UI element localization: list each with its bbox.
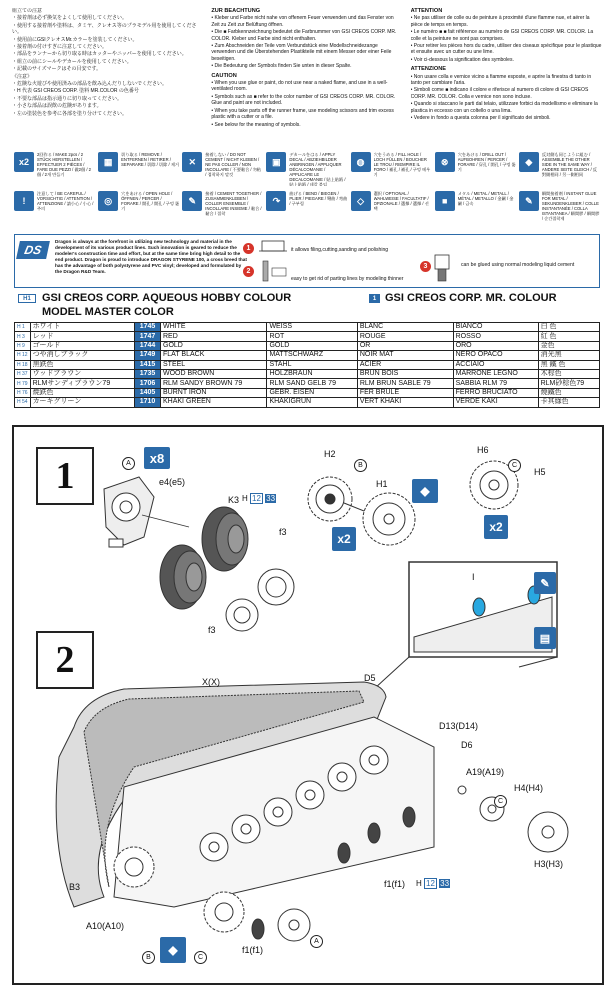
color-it: VERDE KAKI — [453, 398, 538, 407]
symbol-metal — [435, 191, 516, 230]
color-jp: つや消しブラック — [30, 351, 134, 360]
note-line: ・接着剤の付けすぎに注意してください。 — [12, 44, 108, 51]
note-line: • Le numéro ■ ■ fait référence au numéro de GSI CREOS CORP. MR. COLOR. La colle et la peinture ne sont pas comprises. — [410, 29, 594, 42]
part-f1-b: f1(f1) — [242, 945, 264, 955]
color-en: RLM SANDY BROWN 79 — [161, 379, 267, 388]
color-it: BIANCO — [453, 323, 538, 332]
note-line: • See below for the meaning of symbols. — [211, 121, 301, 128]
symbol-label: 切り取る / REMOVE / ENTFERNEN / RETIRER / SEPARARE / 切除 / 切除 / 제거 — [121, 152, 179, 167]
part-h1: H1 — [376, 479, 388, 489]
symbol-label: 選択 / OPTIONAL / WAHLWEISE / FACULTATIF / OPZIONALE / 選擇 / 選擇 / 선택 — [373, 191, 429, 211]
color-jp: 焼鉄色 — [30, 388, 134, 397]
part-h6: H6 — [477, 445, 489, 455]
note-line: • Quando si staccano le parti dal telaio, utilizzare forbici da modellismo e eliminare la plastica in eccesso con un coltello o una lima. — [410, 101, 598, 114]
color-fr: BRUN BOIS — [357, 369, 453, 378]
part-e4: e4(e5) — [159, 477, 186, 487]
cement-icon: ✎ — [534, 572, 556, 594]
color-it: ORO — [453, 341, 538, 350]
symbol-label: 接着 / CEMENT TOGETHER / ZUSAMMENKLEBEN / COLLER ENSEMBLE / INCOLLARE INSIEME / 黏合 / 黏合 / 접착 — [205, 191, 262, 216]
color-de: STAHL — [267, 360, 357, 369]
runner-c-label: C — [508, 459, 521, 472]
color-h: H 12 — [15, 351, 31, 360]
note-line: ・H 代表 GSI CREOS CORP. 塗料 MR.COLOR の色番号 — [12, 88, 139, 95]
german-title: ZUR BEACHTUNG — [211, 8, 261, 14]
symbol-reverse — [519, 152, 600, 191]
color-fr: VERT KHAKI — [357, 398, 453, 407]
note-line: ・接着剤は必ず換気をよくして使用してください。 — [12, 15, 128, 22]
step-1-number: 1 — [36, 447, 94, 505]
color-it: MARRONE LEGNO — [453, 369, 538, 378]
italian-title: ATTENZIONE — [410, 66, 446, 73]
color-cn: 紅 色 — [538, 332, 599, 341]
color-cn: 黑 鐵 色 — [538, 360, 599, 369]
part-b3: B3 — [69, 882, 81, 892]
ds-note-2-number: 2 — [243, 266, 254, 277]
color-cn: 燒鐵色 — [538, 388, 599, 397]
ds-note-1: it allows filing,cutting,sanding and polishing — [291, 247, 389, 253]
part-h5: H5 — [534, 467, 546, 477]
runner-a-label-2: A — [310, 935, 323, 948]
symbol-label: デカールをはる / APPLY DECAL / ABZIEHBILDER ANBRINGEN / APPLIQUER DÉCALCOMANIE / APPLICARE LE DECALCOMANIE / 貼上貼紙 / 貼上貼紙 / 데칼 붙임 — [289, 152, 346, 186]
runner-a-label: A — [122, 457, 135, 470]
part-d13: D13(D14) — [439, 721, 479, 731]
color-code: 1744 — [135, 341, 161, 350]
model-master-title: MODEL MASTER COLOR — [42, 306, 174, 318]
mr-color-badge: 1 — [369, 294, 380, 303]
part-d6: D6 — [461, 740, 473, 750]
part-x: X(X) — [202, 677, 220, 687]
note-line: • When you use glue or paint, do not use near a naked flame, and use in a well-ventilated room. — [211, 80, 388, 93]
color-fr: ROUGE — [357, 332, 453, 341]
assembly-steps — [12, 425, 604, 985]
symbol-drill — [435, 152, 516, 191]
color-it: NERO OPACO — [453, 351, 538, 360]
color-h: H 1 — [15, 323, 31, 332]
color-code: 1747 — [135, 332, 161, 341]
english-title: CAUTION — [211, 72, 237, 79]
japanese-notes — [12, 8, 203, 154]
color-cn: 卡其綠色 — [538, 398, 599, 407]
part-f1-a: f1(f1) — [384, 879, 406, 889]
color-row — [15, 341, 600, 350]
decal-icon: ▣ — [266, 152, 286, 172]
symbol-careful — [14, 191, 95, 230]
symbol-cement-together — [182, 191, 263, 230]
color-row — [15, 360, 600, 369]
color-code: 1749 — [135, 351, 161, 360]
symbol-remove — [98, 152, 179, 191]
metal-icon: ■ — [435, 191, 455, 211]
note-line: ・小さな部品は誤飲の危険があります。 — [12, 103, 102, 110]
note-line: • Ne pas utiliser de colle ou de peinture à proximité d'une flamme nue, et aérer la pièce de temps en temps. — [410, 15, 590, 28]
symbol-optional — [351, 191, 432, 230]
symbol-label: 2回作る / MAKE 2pcs / 2 STÜCK HERSTELLEN / EFFECTUER 2 PIÈCES / FARE DUE PEZZI / 做2個 / 2個 / 2개 만들기 — [37, 152, 91, 177]
color-en: FLAT BLACK — [161, 351, 267, 360]
note-line: ・左の塗装色を参考に各部を塗り分けてください。 — [12, 110, 128, 117]
note-line: ・使用する接着剤や塗料は、タミヤ、クレオス等のプラモデル用を使用してください。 — [12, 22, 197, 36]
symbol-label: 接着しない / DO NOT CEMENT / NICHT KLEBEN / NE PAS COLLER / NON INCOLLARE / 不要黏合 / 勿粘 / 접착하지 말것 — [205, 152, 262, 177]
part-a10: A10(A10) — [86, 921, 125, 931]
symbol-open-hole — [98, 191, 179, 230]
runner-b-label-2: B — [142, 951, 155, 964]
optional-icon: ◇ — [351, 191, 371, 211]
symbol-label: 穴をうめる / FILL HOLE / LOCH FÜLLEN / BOUCHER LE TROU / RIEMPIRE IL FORO / 補孔 / 補孔 / 구멍 메우기 — [373, 152, 431, 177]
color-table — [14, 322, 600, 408]
symbol-x2 — [14, 152, 95, 191]
color-cn: 金色 — [538, 341, 599, 350]
color-code: 1706 — [135, 379, 161, 388]
x2-icon-2: x2 — [484, 515, 508, 539]
color-jp: カーキグリーン — [30, 398, 134, 407]
note-line: ・記載のサイズマークはその目安です。 — [12, 66, 102, 73]
color-jp: RLMサンディブラウン79 — [30, 379, 134, 388]
color-en: RED — [161, 332, 267, 341]
color-row — [15, 369, 600, 378]
color-code: 1710 — [135, 398, 161, 407]
note-line: • When you take parts off the runner frame, use modeling scissors and trim excess plastic with a cutter or a file. — [211, 107, 394, 121]
symbol-label: 瞬間接着剤 / INSTANT GLUE FOR METAL / SEKUNDENKLEBER / COLLE INSTANTANÉE / COLLA ISTANTANEA / 瞬間膠 / 瞬間膠 / 순간접착제 — [541, 191, 600, 221]
instant-glue-icon: ✎ — [519, 191, 539, 211]
part-h2: H2 — [324, 449, 336, 459]
color-fr: FER BRULÉ — [357, 388, 453, 397]
bend-icon: ↷ — [266, 191, 286, 211]
color-de: GEBR. EISEN — [267, 388, 357, 397]
paint-callout-2: H 12 33 — [416, 879, 450, 888]
color-en: WHITE — [161, 323, 267, 332]
x2-icon: x2 — [14, 152, 34, 172]
x2-icon-1: x2 — [332, 527, 356, 551]
color-fr: RLM BRUN SABLE 79 — [357, 379, 453, 388]
symbol-fill-hole — [351, 152, 432, 191]
color-jp: レッド — [30, 332, 134, 341]
symbol-label: メタル / METAL / METALL / MÉTAL / METALLO / 金屬 / 金屬 / 금속 — [457, 191, 514, 206]
fill-hole-icon: ◍ — [351, 152, 371, 172]
reverse-side-icon: ◆ — [412, 479, 438, 503]
symbol-label: 穴をあける / OPEN HOLE / ÖFFNEN / PERCER / FORARE / 開孔 / 開孔 / 구멍 뚫기 — [121, 191, 180, 211]
color-h: H 9 — [15, 341, 31, 350]
cement-together-icon: ✎ — [182, 191, 202, 211]
color-en: WOOD BROWN — [161, 369, 267, 378]
color-h: H 18 — [15, 360, 31, 369]
runner-b-label-1: B — [354, 459, 367, 472]
symbol-label: 穴をあける / DRILL OUT / AUFBOHREN / PERCER / FORARE / 穿孔 / 開孔 / 구멍 뚫기 — [457, 152, 516, 172]
german-caution — [211, 8, 402, 154]
color-jp: ホワイト — [30, 323, 134, 332]
color-row — [15, 379, 600, 388]
note-line: ・使用前にGSIクレオスMr.カラーを塗装してください。 — [12, 36, 138, 43]
color-h: H 37 — [15, 369, 31, 378]
open-hole-icon: ◎ — [98, 191, 118, 211]
color-de: ROT — [267, 332, 357, 341]
color-en: KHAKI GREEN — [161, 398, 267, 407]
color-code: 1735 — [135, 369, 161, 378]
note-line: • Die Bedeutung der Symbols finden Sie unten in dieser Spalte. — [211, 63, 352, 70]
note-line: ・組立の前にシールやデカールを使用してください。 — [12, 58, 132, 65]
color-de: RLM SAND GELB 79 — [267, 379, 357, 388]
color-de: GOLD — [267, 341, 357, 350]
aqueous-title: GSI CREOS CORP. AQUEOUS HOBBY COLOUR — [42, 292, 292, 304]
ds-note-1-number: 1 — [243, 243, 254, 254]
color-row — [15, 388, 600, 397]
symbol-instant-glue — [519, 191, 600, 230]
color-de: KHAKIGRÜN — [267, 398, 357, 407]
careful-icon: ! — [14, 191, 34, 211]
part-d5: D5 — [364, 673, 376, 683]
color-it: ACCIAIO — [453, 360, 538, 369]
color-fr: BLANC — [357, 323, 453, 332]
note-line: 組立ての注意 — [12, 8, 43, 14]
color-cn: 消光黑 — [538, 351, 599, 360]
color-jp: 黒鉄色 — [30, 360, 134, 369]
symbol-label: 注意して / BE CAREFUL / VORSICHTIG / ATTENTION / ATTENZIONE / 請小心 / 小心 / 주의 — [37, 191, 94, 211]
color-header — [14, 292, 600, 320]
part-a19: A19(A19) — [466, 767, 505, 777]
no-cement-icon: ✕ — [182, 152, 202, 172]
runner-c-label-2: C — [494, 795, 507, 808]
note-line: • Kleber und Farbe nicht nahe von offenem Feuer verwenden und das Fenster von Zeit zu Zeit zur Belüftung öffnen. — [211, 15, 394, 28]
color-en: GOLD — [161, 341, 267, 350]
note-line: ・不要な部品は指示通りに切り取ってください。 — [12, 95, 123, 102]
runner-c-label-3: C — [194, 951, 207, 964]
color-row — [15, 398, 600, 407]
part-h3: H3(H3) — [534, 859, 564, 869]
color-it: SABBIA RLM 79 — [453, 379, 538, 388]
part-f3-a: f3 — [279, 527, 287, 537]
color-it: FERRO BRUCIATO — [453, 388, 538, 397]
color-h: H 79 — [15, 379, 31, 388]
step-2-number: 2 — [36, 631, 94, 689]
color-row — [15, 332, 600, 341]
note-line: • Non usare colla e vernice vicino a fiamme esposte, e aprire la finestra di tanto in tanto per cambiare l'aria. — [410, 73, 592, 87]
note-line: 《注意》 — [12, 73, 33, 80]
color-row — [15, 351, 600, 360]
color-cn: 木棕色 — [538, 369, 599, 378]
h-badge: H 1 — [18, 294, 36, 303]
reverse-side-icon-2: ◆ — [160, 937, 186, 963]
drill-icon: ⊗ — [435, 152, 455, 172]
symbol-decal — [266, 152, 347, 191]
ds-description: Dragon is always at the forefront in utilizing new technology and material in the development of its various product lines. Such innovation is geared to reduce the modeler's construction time and effort, but at the same time bring high detail to the end product. Dragon is proud to introduce DRAGON STYRENE 100, a cross breed that has the advantage of both polystyrene and PVC vinyl; developed and formulated by the Dragon R&D Team. — [55, 239, 247, 274]
color-h: H 3 — [15, 332, 31, 341]
color-cn: 白 色 — [538, 323, 599, 332]
color-en: BURNT IRON — [161, 388, 267, 397]
symbol-legend — [14, 152, 600, 232]
color-de: MATTSCHWARZ — [267, 351, 357, 360]
ds-note-3: can be glued using normal modeling liquid cement — [461, 262, 575, 268]
instructions-header — [12, 8, 602, 154]
symbol-label: 反対側も同じように組む / ASSEMBLE THE OTHER SIDE IN THE SAME WAY / ANDERE SEITE GLEICH / 反對側相同 / 另一側相同 — [541, 152, 597, 177]
color-fr: OR — [357, 341, 453, 350]
color-jp: ウッドブラウン — [30, 369, 134, 378]
note-line: • Symbols such as ■ refer to the color number of GSI CREOS CORP. MR. COLOR. Glue and paint are not included. — [211, 93, 396, 107]
color-code: 1405 — [135, 388, 161, 397]
note-line: • Voir ci-dessous la signification des symboles. — [410, 56, 514, 63]
symbol-label: 曲げる / BEND / BIEGEN / PLIER / PIEGARE / 彎曲 / 弯曲 / 구부림 — [289, 191, 348, 206]
color-code: 1745 — [135, 323, 161, 332]
paint-icon: ▤ — [534, 627, 556, 649]
color-de: WEISS — [267, 323, 357, 332]
symbol-no-cement — [182, 152, 263, 191]
part-i: I — [472, 572, 475, 582]
dragon-styrene-box — [14, 234, 600, 288]
ds-note-2: easy to get rid of parting lines by modeling thinner — [291, 276, 404, 282]
ds-logo: DS — [16, 241, 50, 259]
color-en: STEEL — [161, 360, 267, 369]
color-de: HOLZBRAUN — [267, 369, 357, 378]
note-line: • Vedere in fondo a questa colonna per il significato dei simboli. — [410, 115, 551, 122]
mr-colour-title: GSI CREOS CORP. MR. COLOUR — [385, 292, 557, 304]
color-fr: NOIR MAT — [357, 351, 453, 360]
symbol-bend — [266, 191, 347, 230]
ds-note-3-number: 3 — [420, 261, 431, 272]
color-h: H 54 — [15, 398, 31, 407]
paint-callout-1: H 12 33 — [242, 494, 276, 503]
color-jp: ゴールド — [30, 341, 134, 350]
note-line: • Die ■ Farbkennzeichnung bedeutet die Farbnummer von GSI CREOS CORP. MR. COLOR. Kleber und Farbe sind nicht enthalten. — [211, 29, 397, 42]
color-cn: RLM砂棕色79 — [538, 379, 599, 388]
note-line: • Zum Abschneiden der Teile vom Verbundstück eine Modellschneidezange verwenden und die Überstehenden Plastikteile mit einem Messer oder einer Feile beseitigen. — [211, 43, 392, 62]
color-it: ROSSO — [453, 332, 538, 341]
color-fr: ACIER — [357, 360, 453, 369]
color-code: 1415 — [135, 360, 161, 369]
note-line: ・危険な火遊びや使用済みの部品を飲み込んだりしないでください。 — [12, 81, 168, 88]
ds-illustrations — [15, 235, 601, 289]
note-line: • Pour retirer les pièces hors du cadre, utiliser des ciseaux spécifique pour le plastique et ensuite avec un cutter ou une lime. — [410, 43, 602, 56]
french-title: ATTENTION — [410, 8, 443, 14]
part-h4: H4(H4) — [514, 783, 544, 793]
color-h: H 76 — [15, 388, 31, 397]
color-row — [15, 323, 600, 332]
note-line: ・部品をランナーから切り取る時はカッターやニッパーを使用してください。 — [12, 51, 187, 58]
remove-icon: ▦ — [98, 152, 118, 172]
french-italian-caution — [411, 8, 602, 154]
assembly-illustrations — [14, 427, 606, 987]
note-line: • Simboli come ■ indicano il colore e riferisce al numero di colore di GSI CREOS CORP. MR. COLOR. Colla e vernice non sono incluse. — [410, 87, 589, 100]
part-k3: K3 — [228, 495, 240, 505]
x8-icon: x8 — [144, 447, 170, 469]
part-f3-b: f3 — [208, 625, 216, 635]
reverse-icon: ◆ — [519, 152, 539, 172]
